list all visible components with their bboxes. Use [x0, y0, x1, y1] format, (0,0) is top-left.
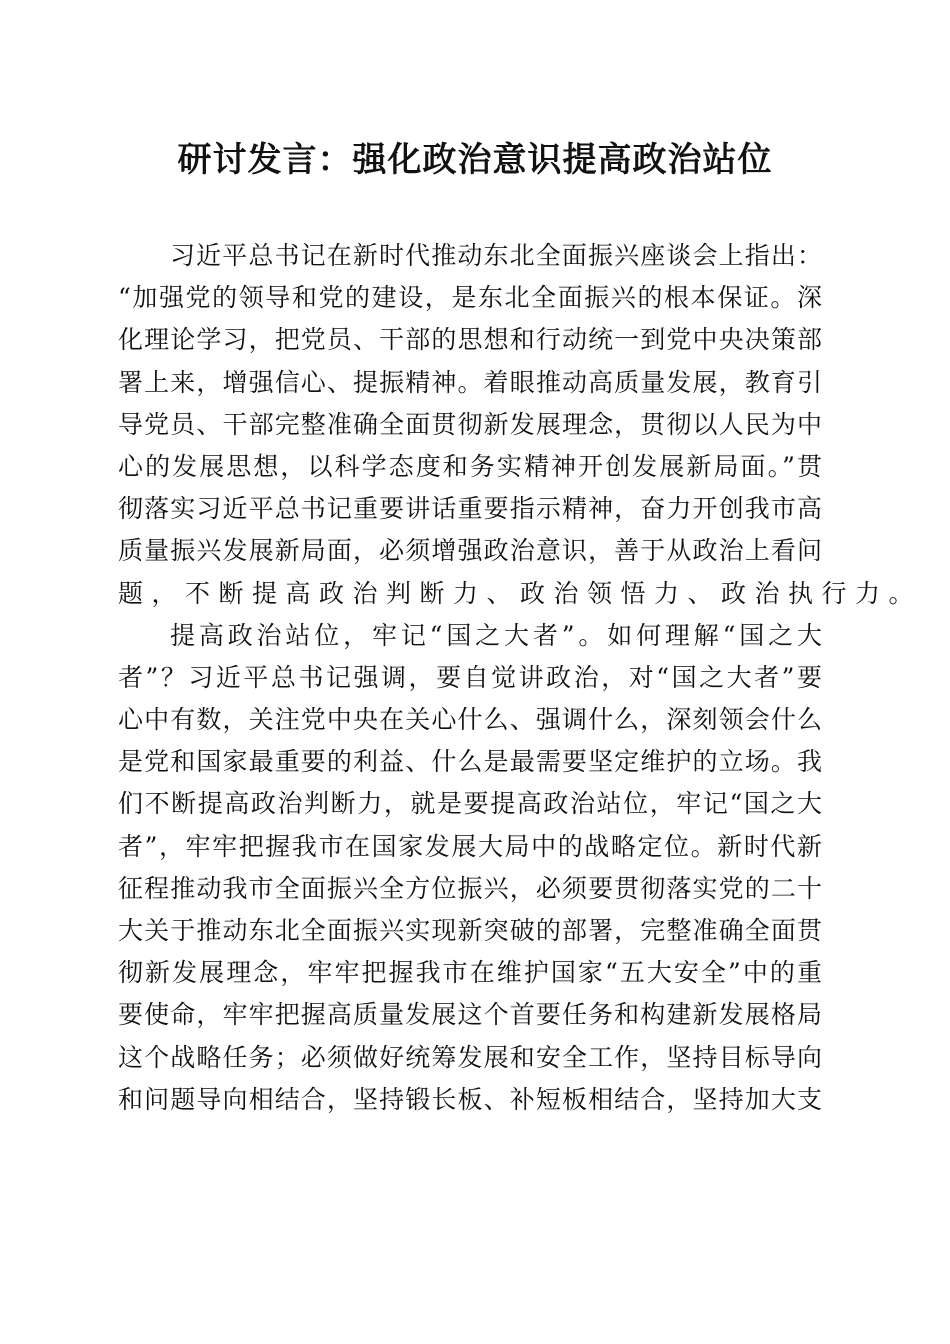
text-line: 征程推动我市全面振兴全方位振兴，必须要贯彻落实党的二十	[118, 873, 822, 903]
text-line: 这个战略任务；必须做好统筹发展和安全工作，坚持目标导向	[118, 1042, 822, 1072]
text-line: 提高政治站位，牢记“国之大者”。如何理解“国之大	[170, 620, 822, 650]
text-line: 质量振兴发展新局面，必须增强政治意识，善于从政治上看问	[118, 536, 822, 566]
text-line: 导党员、干部完整准确全面贯彻新发展理念，贯彻以人民为中	[118, 409, 822, 439]
text-line: 习近平总书记在新时代推动东北全面振兴座谈会上指出：	[170, 241, 822, 270]
text-line: 题，不断提高政治判断力、政治领悟力、政治执行力。	[118, 578, 923, 608]
paragraph-1	[118, 235, 923, 615]
text-line: 彻落实习近平总书记重要讲话重要指示精神，奋力开创我市高	[118, 494, 822, 524]
text-line: 彻新发展理念，牢牢把握我市在维护国家“五大安全”中的重	[118, 958, 822, 988]
document-title: 研讨发言：强化政治意识提高政治站位	[177, 140, 773, 180]
document-body	[118, 235, 923, 1121]
text-line: “加强党的领导和党的建设，是东北全面振兴的根本保证。深	[118, 283, 822, 313]
text-line: 署上来，增强信心、提振精神。着眼推动高质量发展，教育引	[118, 367, 822, 397]
text-line: 和问题导向相结合，坚持锻长板、补短板相结合，坚持加大支	[118, 1084, 822, 1114]
text-line: 们不断提高政治判断力，就是要提高政治站位，牢记“国之大	[118, 789, 822, 819]
text-line: 心的发展思想，以科学态度和务实精神开创发展新局面。”贯	[118, 451, 822, 481]
paragraph-2	[118, 615, 822, 1121]
text-line: 者”，牢牢把握我市在国家发展大局中的战略定位。新时代新	[118, 831, 822, 861]
text-line: 是党和国家最重要的利益、什么是最需要坚定维护的立场。我	[118, 747, 822, 777]
text-line: 大关于推动东北全面振兴实现新突破的部署，完整准确全面贯	[118, 916, 822, 945]
text-line: 化理论学习，把党员、干部的思想和行动统一到党中央决策部	[118, 325, 822, 355]
text-line: 者”？习近平总书记强调，要自觉讲政治，对“国之大者”要	[118, 662, 822, 692]
text-line: 心中有数，关注党中央在关心什么、强调什么，深刻领会什么	[118, 705, 822, 735]
text-line: 要使命，牢牢把握高质量发展这个首要任务和构建新发展格局	[118, 1000, 822, 1030]
